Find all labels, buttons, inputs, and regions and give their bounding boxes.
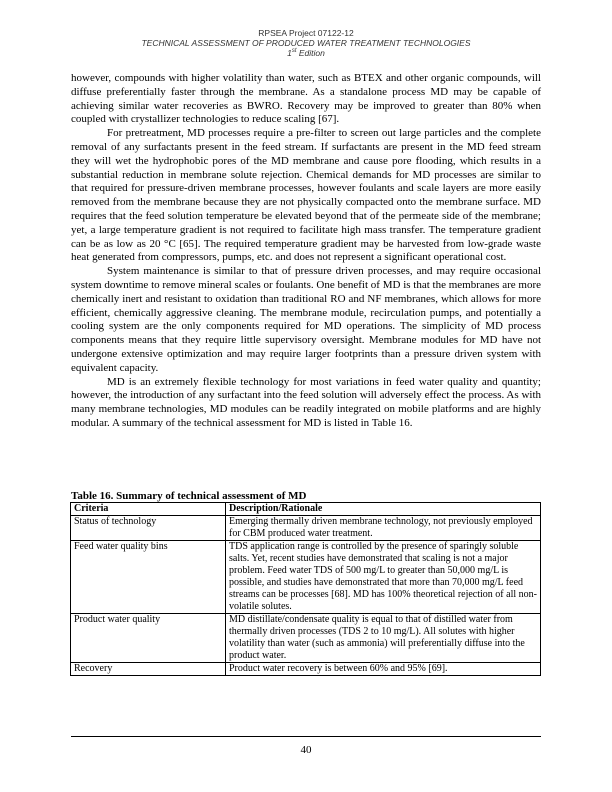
criteria-cell: Recovery (71, 663, 226, 676)
assessment-table (70, 502, 541, 676)
description-cell: TDS application range is controlled by the presence of sparingly soluble salts. Yet, recent studies have demonstrated that scaling is not a major problem. Feed water TDS of 500 mg/L to greater than 50,000 mg/L is possible, and studies have demonstrated that more than 70,000 mg/L feed streams can be processes [68]. MD has 100% theoretical rejection of all non-volatile solutes. (226, 541, 541, 614)
paragraph-continuation: however, compounds with higher volatility than water, such as BTEX and other organic compounds, will diffuse preferentially faster through the membrane. As a standalone process MD may be capable of achieving similar water recoveries as BWRO. Recovery may be improved to greater than 80% when coupled with crystallizer technologies to reduce scaling [67]. (71, 72, 541, 126)
table-row (71, 541, 541, 614)
page-number: 40 (300, 744, 312, 756)
running-header-edition (0, 48, 612, 58)
column-header-description: Description/Rationale (226, 503, 541, 516)
edition-number: 1 (287, 48, 292, 58)
table-row (71, 516, 541, 541)
paragraph-maintenance: System maintenance is similar to that of pressure driven processes, and may require occasional system downtime to remove mineral scales or foulants. One benefit of MD is that the membranes are more chemically inert and resistant to oxidation than traditional RO and NF membranes, which allows for more efficient, chemically aggressive cleaning. The membrane module, recirculation pumps, and potentially a cooling system are the only components required for MD operations. The simplicity of MD process components means that they require little supervisory oversight. Membrane modules for MD have not undergone extensive optimization and may require larger footprints than a pressure driven system with equivalent capacity. (71, 265, 541, 374)
description-cell: Emerging thermally driven membrane technology, not previously employed for CBM produced water treatment. (226, 516, 541, 541)
description-cell: Product water recovery is between 60% and 95% [69]. (226, 663, 541, 676)
description-cell: MD distillate/condensate quality is equal to that of distilled water from thermally driven processes (TDS 2 to 10 mg/L). All solutes with higher volatility than water (such as ammonia) will preferentially diffuse into the product water. (226, 614, 541, 663)
footer-rule (71, 736, 541, 737)
criteria-cell: Feed water quality bins (71, 541, 226, 614)
criteria-cell: Status of technology (71, 516, 226, 541)
table-caption: Table 16. Summary of technical assessment of MD (71, 490, 307, 502)
edition-superscript: st (291, 48, 297, 55)
body-text (71, 72, 541, 431)
paragraph-pretreatment: For pretreatment, MD processes require a pre-filter to screen out large particles and the complete removal of any surfactants present in the feed stream. If surfactants are present in the MD feed stream they will wet the hydrophobic pores of the MD membrane and cause pore flooding, which results in a substantial reduction in membrane solute rejection. Chemical demands for MD processes are similar to that required for pressure-driven membrane processes, however foulants and scale layers are more easily removed from the membrane because they are not physically compacted onto the membrane surface. MD requires that the feed solution temperature be elevated beyond that of the permeate side of the membrane; yet, a large temperature gradient is not required to facilitate high mass transfer. The temperature gradient can be as low as 20 °C [65]. The required temperature gradient may be harvested from low-grade waste heat generated from compressors, pumps, etc. and does not represent a significant operational cost. (71, 127, 541, 264)
table-header-row (71, 503, 541, 516)
table-row (71, 663, 541, 676)
table-row (71, 614, 541, 663)
paragraph-flexibility: MD is an extremely flexible technology for most variations in feed water quality and quantity; however, the introduction of any surfactant into the feed solution will adversely effect the process. As with many membrane technologies, MD modules can be readily integrated on mobile platforms and are highly modular. A summary of the technical assessment for MD is listed in Table 16. (71, 375, 541, 429)
running-header-title: TECHNICAL ASSESSMENT OF PRODUCED WATER TREATMENT TECHNOLOGIES (141, 38, 471, 48)
running-header-project: RPSEA Project 07122-12 (258, 28, 354, 38)
edition-word: Edition (296, 48, 325, 58)
criteria-cell: Product water quality (71, 614, 226, 663)
column-header-criteria: Criteria (71, 503, 226, 516)
